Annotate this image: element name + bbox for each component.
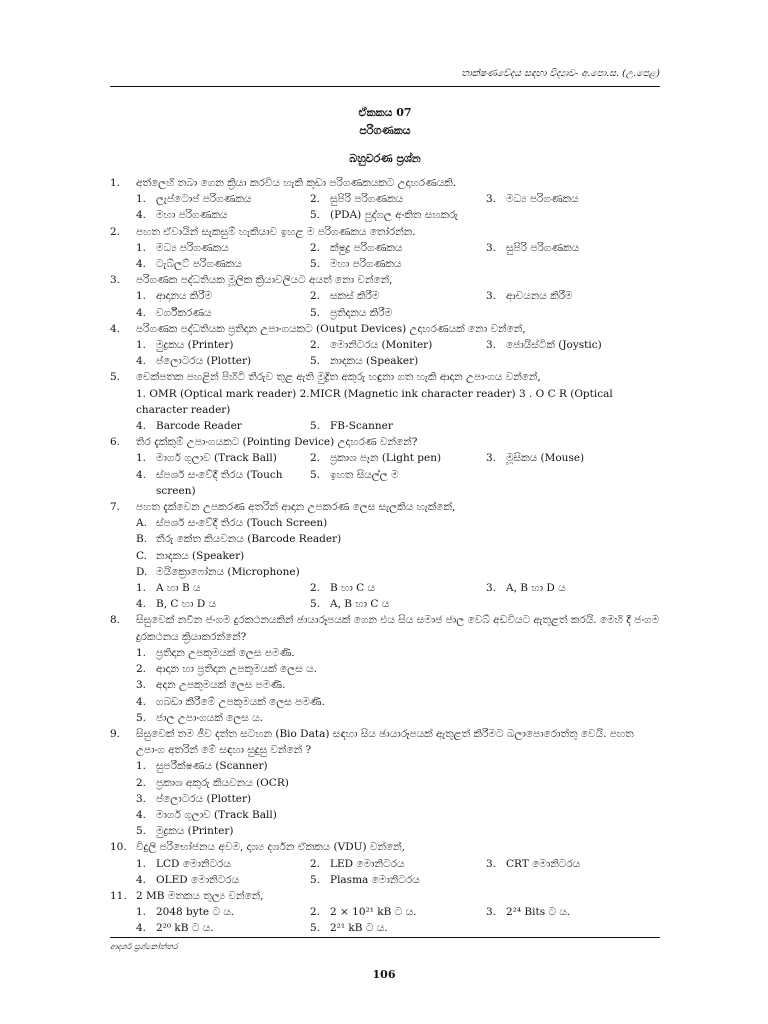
option-label: 5. bbox=[136, 711, 147, 724]
question-text: පරිගණක පද්ධතියක ප්‍රතිදාන උපාංගයකට (Output Devices) උදාහරණයක් නො වන්නේ, bbox=[136, 322, 526, 335]
option bbox=[486, 240, 662, 256]
option-text: සුපිරි පරිගණකය bbox=[506, 241, 580, 254]
option bbox=[136, 207, 310, 223]
header-rule bbox=[110, 86, 660, 87]
option-text: FB-Scanner bbox=[330, 420, 393, 433]
section-title: බහුවරණ ප්‍රශ්න bbox=[349, 152, 421, 165]
unit-title: පරිගණකය bbox=[359, 124, 411, 137]
option-number: 5. bbox=[310, 209, 321, 222]
footer-rule bbox=[110, 937, 660, 938]
option-text: ප්‍රකාශ පෑන (Light pen) bbox=[330, 452, 442, 465]
option bbox=[486, 856, 662, 872]
option-number: 1. bbox=[136, 193, 147, 206]
option bbox=[136, 580, 310, 596]
option-text: මූසිකය (Mouse) bbox=[506, 452, 585, 465]
option-item bbox=[136, 548, 662, 564]
question-text: පරිගණක පද්ධතියක මූලික ක්‍රියාවලියට අයත් නො වන්නේ, bbox=[136, 274, 393, 287]
option-item bbox=[136, 791, 662, 807]
question-list bbox=[110, 175, 662, 937]
question-number: 2. bbox=[110, 225, 121, 238]
question bbox=[110, 612, 662, 725]
option bbox=[310, 256, 486, 272]
option-number: 2. bbox=[310, 241, 321, 254]
option-text: ප්‍රකාශ අකුරු කියවනය (OCR) bbox=[156, 776, 289, 789]
option-text: Plasma මොනිටරය bbox=[330, 873, 420, 886]
option bbox=[486, 288, 662, 304]
option bbox=[136, 450, 310, 466]
option bbox=[310, 191, 486, 207]
option-text: A හා B ය bbox=[156, 582, 201, 595]
option-text: LCD මොනිටරය bbox=[156, 857, 231, 870]
option-item bbox=[136, 694, 662, 710]
option-number: 4. bbox=[136, 598, 147, 611]
question bbox=[110, 726, 662, 839]
question-number: 9. bbox=[110, 727, 121, 740]
option-text: OLED මොනිටරය bbox=[156, 873, 240, 886]
option-text: මධ්‍ය පරිගණකය bbox=[506, 193, 579, 206]
running-header: තාක්ෂණවේදය සඳහා විද්‍යාව- අ.පො.ස. (උ.පෙළ) bbox=[461, 68, 660, 79]
question-text: චෙක්පතක පහළින් පිහිටි තීරුව තුළ ඇති මුද්‍රිත අකුරු හඳුනා ගත හැකි ආදාන උපාංගය වන්නේ, bbox=[136, 371, 541, 384]
question bbox=[110, 321, 662, 370]
option-number: 5. bbox=[310, 922, 321, 935]
option-text: ස්පර්ශ සංවේදී තිරය (Touch screen) bbox=[156, 468, 283, 497]
option-text: මයික්‍රොෆෝනය (Microphone) bbox=[156, 565, 300, 578]
question-number: 10. bbox=[110, 841, 127, 854]
option-row bbox=[110, 596, 662, 612]
question bbox=[110, 369, 662, 434]
option-text: ඉහත සියල්ල ම bbox=[330, 468, 399, 481]
option bbox=[136, 904, 310, 920]
option-text: ප්ලොටරය (Plotter) bbox=[156, 792, 252, 805]
option-number: 2. bbox=[310, 193, 321, 206]
option-number: 5. bbox=[310, 258, 321, 271]
question bbox=[110, 175, 662, 224]
option-row bbox=[110, 904, 662, 920]
option-number: 2. bbox=[310, 339, 321, 352]
option-number: 3. bbox=[486, 857, 497, 870]
question-text: පහත දැක්වෙන උපකරණ අතරින් ආදාන උපකරණ ලෙස සැලකිය හැක්කේ, bbox=[136, 501, 456, 514]
option bbox=[136, 256, 310, 272]
option bbox=[136, 337, 310, 353]
option-number: 1. bbox=[136, 290, 147, 303]
option-number: 4. bbox=[136, 873, 147, 886]
option-text: (PDA) පුද්ගල අංකිත සහකරු bbox=[330, 209, 458, 222]
option bbox=[310, 288, 486, 304]
option-row bbox=[110, 256, 662, 272]
option bbox=[310, 872, 486, 888]
option-row bbox=[110, 872, 662, 888]
option-label: 2. bbox=[136, 663, 147, 676]
option-text: මුද්‍රකය (Printer) bbox=[156, 339, 234, 352]
option-number: 2. bbox=[310, 582, 321, 595]
option-number: 5. bbox=[310, 420, 321, 433]
option-text: මුද්‍රකය (Printer) bbox=[156, 825, 234, 838]
option-text: ප්ලොටරය (Plotter) bbox=[156, 355, 252, 368]
option-text: 2²⁴ Bits ට ය. bbox=[506, 906, 571, 919]
option-text: 2²⁰ kB ට ය. bbox=[156, 922, 214, 935]
option-text: 2²¹ kB ට ය. bbox=[330, 922, 388, 935]
option-number: 3. bbox=[486, 339, 497, 352]
option-text: B, C හා D ය bbox=[156, 598, 217, 611]
option-number: 5. bbox=[310, 468, 321, 481]
question-text: සිසුවෙක් නවීන ජංගම දුරකථනයකින් ඡායාරූපයක් ගෙන එය සිය සමාජ ජාල වෙබ් අඩවියට ඇතුළත් කරයි. මෙහි දී ජංගම දුරකථනය ක්‍රියාකරන්නේ? bbox=[136, 614, 660, 643]
footer-label: ආදර්ශ ප්‍රශ්නෝත්තර bbox=[110, 942, 178, 951]
option bbox=[136, 191, 310, 207]
option-number: 3. bbox=[486, 582, 497, 595]
option-item bbox=[136, 807, 662, 823]
question-text: 2 MB මතකය තුල්‍ය වන්නේ, bbox=[136, 889, 264, 902]
option-number: 3. bbox=[486, 193, 497, 206]
option-number: 1. bbox=[136, 241, 147, 254]
option bbox=[310, 467, 486, 499]
option bbox=[486, 337, 662, 353]
option-text: ආදානය කිරීම bbox=[156, 290, 213, 303]
option-row bbox=[110, 920, 662, 936]
option-text: ලැප්ටොප් පරිගණකය bbox=[156, 193, 252, 206]
option bbox=[136, 353, 310, 369]
question bbox=[110, 434, 662, 499]
option-text: Barcode Reader bbox=[156, 420, 242, 433]
option-number: 3. bbox=[486, 452, 497, 465]
option-text: මාර්ග ගුලාව (Track Ball) bbox=[156, 808, 277, 821]
question-number: 7. bbox=[110, 501, 121, 514]
option bbox=[136, 596, 310, 612]
option bbox=[486, 450, 662, 466]
option-text: සකස් කිරීම bbox=[330, 290, 380, 303]
option bbox=[136, 872, 310, 888]
option-text: A, B හා C ය bbox=[330, 598, 390, 611]
option bbox=[310, 580, 486, 596]
question bbox=[110, 272, 662, 321]
option-label: 4. bbox=[136, 695, 147, 708]
option-number: 2. bbox=[310, 906, 321, 919]
option-row bbox=[110, 288, 662, 304]
option-number: 5. bbox=[310, 306, 321, 319]
option-text: මහා පරිගණකය bbox=[330, 258, 402, 271]
option bbox=[310, 353, 486, 369]
question bbox=[110, 499, 662, 612]
option-row bbox=[110, 580, 662, 596]
option bbox=[310, 596, 486, 612]
question-text: සිසුවෙක් තම ජීව දත්ත සටහන (Bio Data) සඳහා සිය ඡායාරූපයක් ඇතුළත් කිරීමට බලාපොරොත්තු වෙයි. පහත උපාංග අතරින් මේ සඳහා සුදුසු වන්නේ ? bbox=[136, 727, 634, 757]
option-number: 4. bbox=[136, 355, 147, 368]
option-item bbox=[136, 677, 662, 693]
option-text: ආදාන හා ප්‍රතිදාන උපකුමයක් ලෙස ය. bbox=[156, 663, 317, 676]
option-text: 2048 byte ට ය. bbox=[156, 906, 235, 919]
page-number: 106 bbox=[372, 968, 396, 981]
option-row bbox=[110, 467, 662, 499]
option-text: ප්‍රතිදාන උපකුමයක් ලෙස පමණි. bbox=[156, 646, 295, 659]
option-number: 4. bbox=[136, 209, 147, 222]
option-text: CRT මොනිටරය bbox=[506, 857, 581, 870]
option-label: 4. bbox=[136, 808, 147, 821]
option-item bbox=[136, 645, 662, 661]
question-number: 8. bbox=[110, 614, 121, 627]
option bbox=[310, 207, 486, 223]
question-number: 4. bbox=[110, 322, 121, 335]
option-text: නාදකය (Speaker) bbox=[330, 355, 419, 368]
option-row bbox=[110, 305, 662, 321]
option-number: 4. bbox=[136, 420, 147, 433]
question-number: 3. bbox=[110, 274, 121, 287]
question bbox=[110, 839, 662, 888]
option-item bbox=[136, 515, 662, 531]
option-text: සුපරීක්ෂණය (Scanner) bbox=[156, 760, 268, 773]
option bbox=[136, 856, 310, 872]
option-text: තීරු කේත කියවනය (Barcode Reader) bbox=[156, 533, 342, 546]
question bbox=[110, 888, 662, 937]
option-text: වර්ගීකරණය bbox=[156, 306, 212, 319]
option-number: 2. bbox=[310, 452, 321, 465]
option-text: ක්ෂුද්‍ර පරිගණකය bbox=[330, 241, 403, 254]
option-text: ප්‍රතිදානය කිරීම bbox=[330, 306, 393, 319]
option-item bbox=[136, 775, 662, 791]
option-text: අදාන උපකුමයක් ලෙස පමණි. bbox=[156, 679, 286, 692]
option bbox=[310, 418, 486, 434]
option-text: B හා C ය bbox=[330, 582, 376, 595]
option-number: 4. bbox=[136, 922, 147, 935]
option-row bbox=[110, 418, 662, 434]
option-number: 5. bbox=[310, 355, 321, 368]
option bbox=[486, 580, 662, 596]
question-text: අත්ලෙහි තබා ගෙන ක්‍රියා කරවිය හැකි කුඩා පරිගණකයකට උදාහරණයකි. bbox=[136, 177, 457, 189]
option-text: ආචයනය කිරීම bbox=[506, 290, 573, 303]
option-item bbox=[136, 531, 662, 547]
question-number: 1. bbox=[110, 177, 121, 189]
option-text: මොනිටරය (Moniter) bbox=[330, 339, 433, 352]
option bbox=[310, 337, 486, 353]
option-number: 5. bbox=[310, 873, 321, 886]
option bbox=[136, 920, 310, 936]
option-label: 3. bbox=[136, 679, 147, 692]
option-label: 3. bbox=[136, 792, 147, 805]
option-number: 1. bbox=[136, 906, 147, 919]
option-item bbox=[136, 661, 662, 677]
option bbox=[136, 467, 310, 499]
question-text: විදුලි පරිභෝජනය අවම, දෘශ්‍ය දර්ශන ඒකකය (VDU) වන්නේ, bbox=[136, 841, 405, 854]
option bbox=[310, 240, 486, 256]
option-label: 5. bbox=[136, 825, 147, 838]
option-number: 3. bbox=[486, 241, 497, 254]
option-number: 1. bbox=[136, 582, 147, 595]
option-item bbox=[136, 758, 662, 774]
option-text: ටැබ්ලට් පරිගණකය bbox=[156, 258, 242, 271]
option-label: B. bbox=[136, 533, 148, 546]
question-text: පහත ඒවායින් සැකසුම් හැකියාව ඉහළ ම පරිගණකය තෝරන්න. bbox=[136, 225, 416, 238]
option-text: LED මොනිටරය bbox=[330, 857, 405, 870]
option-row bbox=[110, 856, 662, 872]
option-row bbox=[110, 353, 662, 369]
option-number: 2. bbox=[310, 857, 321, 870]
option bbox=[310, 856, 486, 872]
option bbox=[486, 904, 662, 920]
option-label: A. bbox=[136, 517, 147, 530]
question bbox=[110, 224, 662, 273]
option-item bbox=[136, 564, 662, 580]
option-number: 4. bbox=[136, 306, 147, 319]
option-number: 4. bbox=[136, 258, 147, 271]
option-label: 1. bbox=[136, 646, 147, 659]
option bbox=[136, 288, 310, 304]
option-number: 2. bbox=[310, 290, 321, 303]
option-text: ජොයිස්ටික් (Joystic) bbox=[506, 339, 602, 352]
option-text: ස්පර්ශ සංවේදී තිරය (Touch Screen) bbox=[156, 517, 328, 530]
option-item bbox=[136, 823, 662, 839]
unit-number: ඒකකය 07 bbox=[358, 106, 412, 119]
option-text: මධ්‍ය පරිගණකය bbox=[156, 241, 229, 254]
option bbox=[486, 191, 662, 207]
option-number: 1. bbox=[136, 857, 147, 870]
option-text: ජාල උපාංගයක් ලෙස ය. bbox=[156, 711, 264, 724]
option-row bbox=[110, 240, 662, 256]
question-number: 5. bbox=[110, 371, 121, 384]
option-text: සුපිරි පරිගණකය bbox=[330, 193, 404, 206]
option bbox=[310, 904, 486, 920]
question-text: තිර දැක්කුම් උපාංගයකට (Pointing Device) උදාහරණ වන්නේ? bbox=[136, 436, 418, 449]
option-text: A, B හා D ය bbox=[506, 582, 566, 595]
option-row bbox=[110, 191, 662, 207]
option-row bbox=[110, 450, 662, 466]
option-row: 1. OMR (Optical mark reader) 2.MICR (Magnetic ink character reader) 3 . O C R (Optical character reader) bbox=[136, 387, 613, 416]
option bbox=[310, 305, 486, 321]
option-number: 5. bbox=[310, 598, 321, 611]
option-label: D. bbox=[136, 565, 148, 578]
option-text: මාර්ග ගුලාව (Track Ball) bbox=[156, 452, 277, 465]
option bbox=[310, 920, 486, 936]
option-row bbox=[110, 337, 662, 353]
question-number: 11. bbox=[110, 889, 127, 902]
option-label: 2. bbox=[136, 776, 147, 789]
option bbox=[310, 450, 486, 466]
question-number: 6. bbox=[110, 436, 121, 449]
option bbox=[136, 418, 310, 434]
option-label: 1. bbox=[136, 760, 147, 773]
option-number: 1. bbox=[136, 452, 147, 465]
option-text: නාදකය (Speaker) bbox=[156, 549, 245, 562]
option-label: C. bbox=[136, 549, 147, 562]
option-number: 3. bbox=[486, 290, 497, 303]
option-number: 1. bbox=[136, 339, 147, 352]
option-text: 2 × 10²¹ kB ට ය. bbox=[330, 906, 417, 919]
option bbox=[136, 305, 310, 321]
option-row bbox=[110, 207, 662, 223]
option bbox=[136, 240, 310, 256]
option-number: 4. bbox=[136, 468, 147, 481]
option-text: ගබඩා කිරීමේ උපකුමයක් ලෙස පමණි. bbox=[156, 695, 325, 708]
option-item bbox=[136, 710, 662, 726]
option-text: මහා පරිගණකය bbox=[156, 209, 228, 222]
option-number: 3. bbox=[486, 906, 497, 919]
